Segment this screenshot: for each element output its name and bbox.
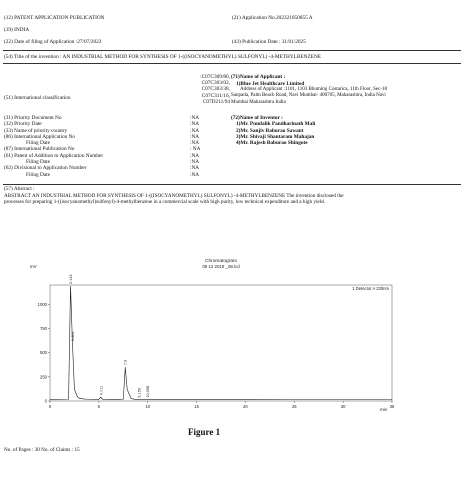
field-value: :NA bbox=[190, 121, 200, 128]
field-value: :NA bbox=[190, 152, 200, 159]
plot-frame bbox=[50, 285, 392, 401]
classification-code: C07C303/38, bbox=[201, 86, 230, 93]
field-value: : NA bbox=[190, 146, 201, 153]
figure-caption: Figure 1 bbox=[188, 427, 221, 437]
inventor-heading: (72)Name of Inventor : bbox=[231, 115, 283, 121]
peak-label: 2.264 bbox=[70, 331, 75, 341]
chart-title: Chromatogram bbox=[205, 259, 237, 264]
x-tick-label: 5 bbox=[97, 404, 101, 409]
field-value: :NA bbox=[190, 133, 200, 140]
y-tick-label: 250 bbox=[40, 374, 47, 380]
classification-code: :C07C309/80, bbox=[200, 74, 230, 80]
abstract-line: processes for preparing 1-((isocyanomethyl)sulfonyl)-4-methylbenzene in a commercial scale with high purity, low technical expenditure and a high yield. bbox=[4, 199, 326, 205]
field-label: (31) Priority Document No bbox=[4, 115, 62, 121]
applicant-heading: (71)Name of Applicant : bbox=[231, 74, 286, 80]
applicant-address-line: Mumbai Maharashtra India bbox=[231, 99, 286, 105]
field-label: Filing Date bbox=[26, 140, 50, 147]
chromatogram-trace bbox=[50, 286, 392, 400]
applicant-name: 1)Blue Jet Healthcare Limited bbox=[236, 80, 305, 87]
field-value: :NA bbox=[190, 127, 200, 134]
field-label: (87) International Publication No bbox=[4, 146, 75, 153]
peak-label: 7.9 bbox=[123, 359, 128, 366]
field-label: (61) Patent of Addition to Application Number bbox=[4, 152, 104, 159]
field-label: (33) Name of priority country bbox=[4, 127, 68, 134]
chart-subtitle: 09 12 2019 _08.lcd bbox=[202, 264, 240, 269]
x-tick-label: 0 bbox=[48, 404, 52, 409]
x-axis-label: min bbox=[380, 407, 388, 412]
peak-label: 4.711 bbox=[99, 385, 104, 396]
inventor-name: 3)Mr. Shivaji Shantaram Mahajan bbox=[236, 133, 315, 140]
x-tick-label: 15 bbox=[194, 404, 199, 409]
y-tick-label: 1000 bbox=[37, 301, 47, 307]
publication-date: (43) Publication Date : 31/01/2025 bbox=[232, 39, 306, 45]
classification-code: C07D211/94 bbox=[202, 98, 230, 105]
classification-label: (51) International classification bbox=[4, 95, 71, 101]
x-tick-label: 20 bbox=[243, 404, 248, 409]
peak-label: 10.098 bbox=[146, 385, 151, 398]
x-tick-label: 25 bbox=[291, 404, 297, 409]
x-tick-label: 10 bbox=[145, 404, 151, 409]
field-value: :NA bbox=[190, 159, 200, 166]
x-tick-label: 30 bbox=[340, 404, 346, 409]
inventor-name: 1)Mr. Pundalik Pandharinath Mali bbox=[236, 121, 316, 128]
field-label: Filing Date bbox=[26, 159, 50, 166]
invention-title: (54) Title of the invention : AN INDUSTRIAL METHOD FOR SYNTHESIS OF 1-((ISOCYANOMETHYL) SULFONYL) -4-METHYLBENZENE bbox=[4, 54, 322, 60]
classification-code: C07C311/16, bbox=[201, 92, 230, 99]
field-value: :NA bbox=[190, 115, 200, 121]
inventor-name: 4)Mr. Rajesh Baburao Shingote bbox=[236, 140, 308, 147]
field-value: :NA bbox=[190, 165, 200, 172]
field-label: (86) International Application No bbox=[4, 133, 76, 140]
peak-label: 9.150 bbox=[137, 388, 142, 398]
publication-type: (12) PATENT APPLICATION PUBLICATION bbox=[4, 15, 105, 21]
page-claims-count: No. of Pages : 30 No. of Claims : 15 bbox=[4, 447, 80, 453]
applicant-address-line: Address of Applicant :1101, 1103 Bhumiraj Costarica, 11th Floor, Sec-18 bbox=[240, 87, 388, 92]
classification-code: C07C303/02, bbox=[201, 80, 230, 87]
inventor-name: 2)Mr. Sanjiv Baburao Sawant bbox=[236, 127, 304, 134]
y-tick-label: 500 bbox=[40, 350, 47, 356]
field-label: (32) Priority Date bbox=[4, 121, 42, 128]
field-label: Filing Date bbox=[26, 171, 50, 178]
y-tick-label: 750 bbox=[40, 326, 47, 331]
application-number: (21) Application No.202321050855 A bbox=[232, 15, 313, 21]
field-value: :NA bbox=[190, 140, 200, 147]
filing-date: (22) Date of filing of Application :27/07/2023 bbox=[4, 39, 102, 45]
y-axis-label: mV bbox=[30, 264, 37, 269]
abstract-heading: (57) Abstract : bbox=[4, 186, 35, 192]
applicant-address-line: Sanpada, Palm Beach Road, Navi Mumbai- 400705, Maharashtra, India Navi bbox=[231, 93, 386, 99]
field-value: :NA bbox=[190, 171, 200, 178]
abstract-line: ABSTRACT AN INDUSTRIAL METHOD FOR SYNTHESIS OF 1-((ISOCYANOMETHYL) SULFONYL) -4-METHYLBENZENE The invention disclosed the bbox=[4, 192, 344, 199]
country: (19) INDIA bbox=[4, 27, 30, 33]
field-label: (62) Divisional to Application Number bbox=[4, 165, 87, 172]
y-tick-label: 0 bbox=[44, 398, 47, 404]
chart-legend: 1 Detector A 230nm bbox=[352, 286, 389, 291]
x-tick-label: 35 bbox=[389, 404, 395, 409]
peak-label: 2.143 bbox=[69, 274, 74, 284]
